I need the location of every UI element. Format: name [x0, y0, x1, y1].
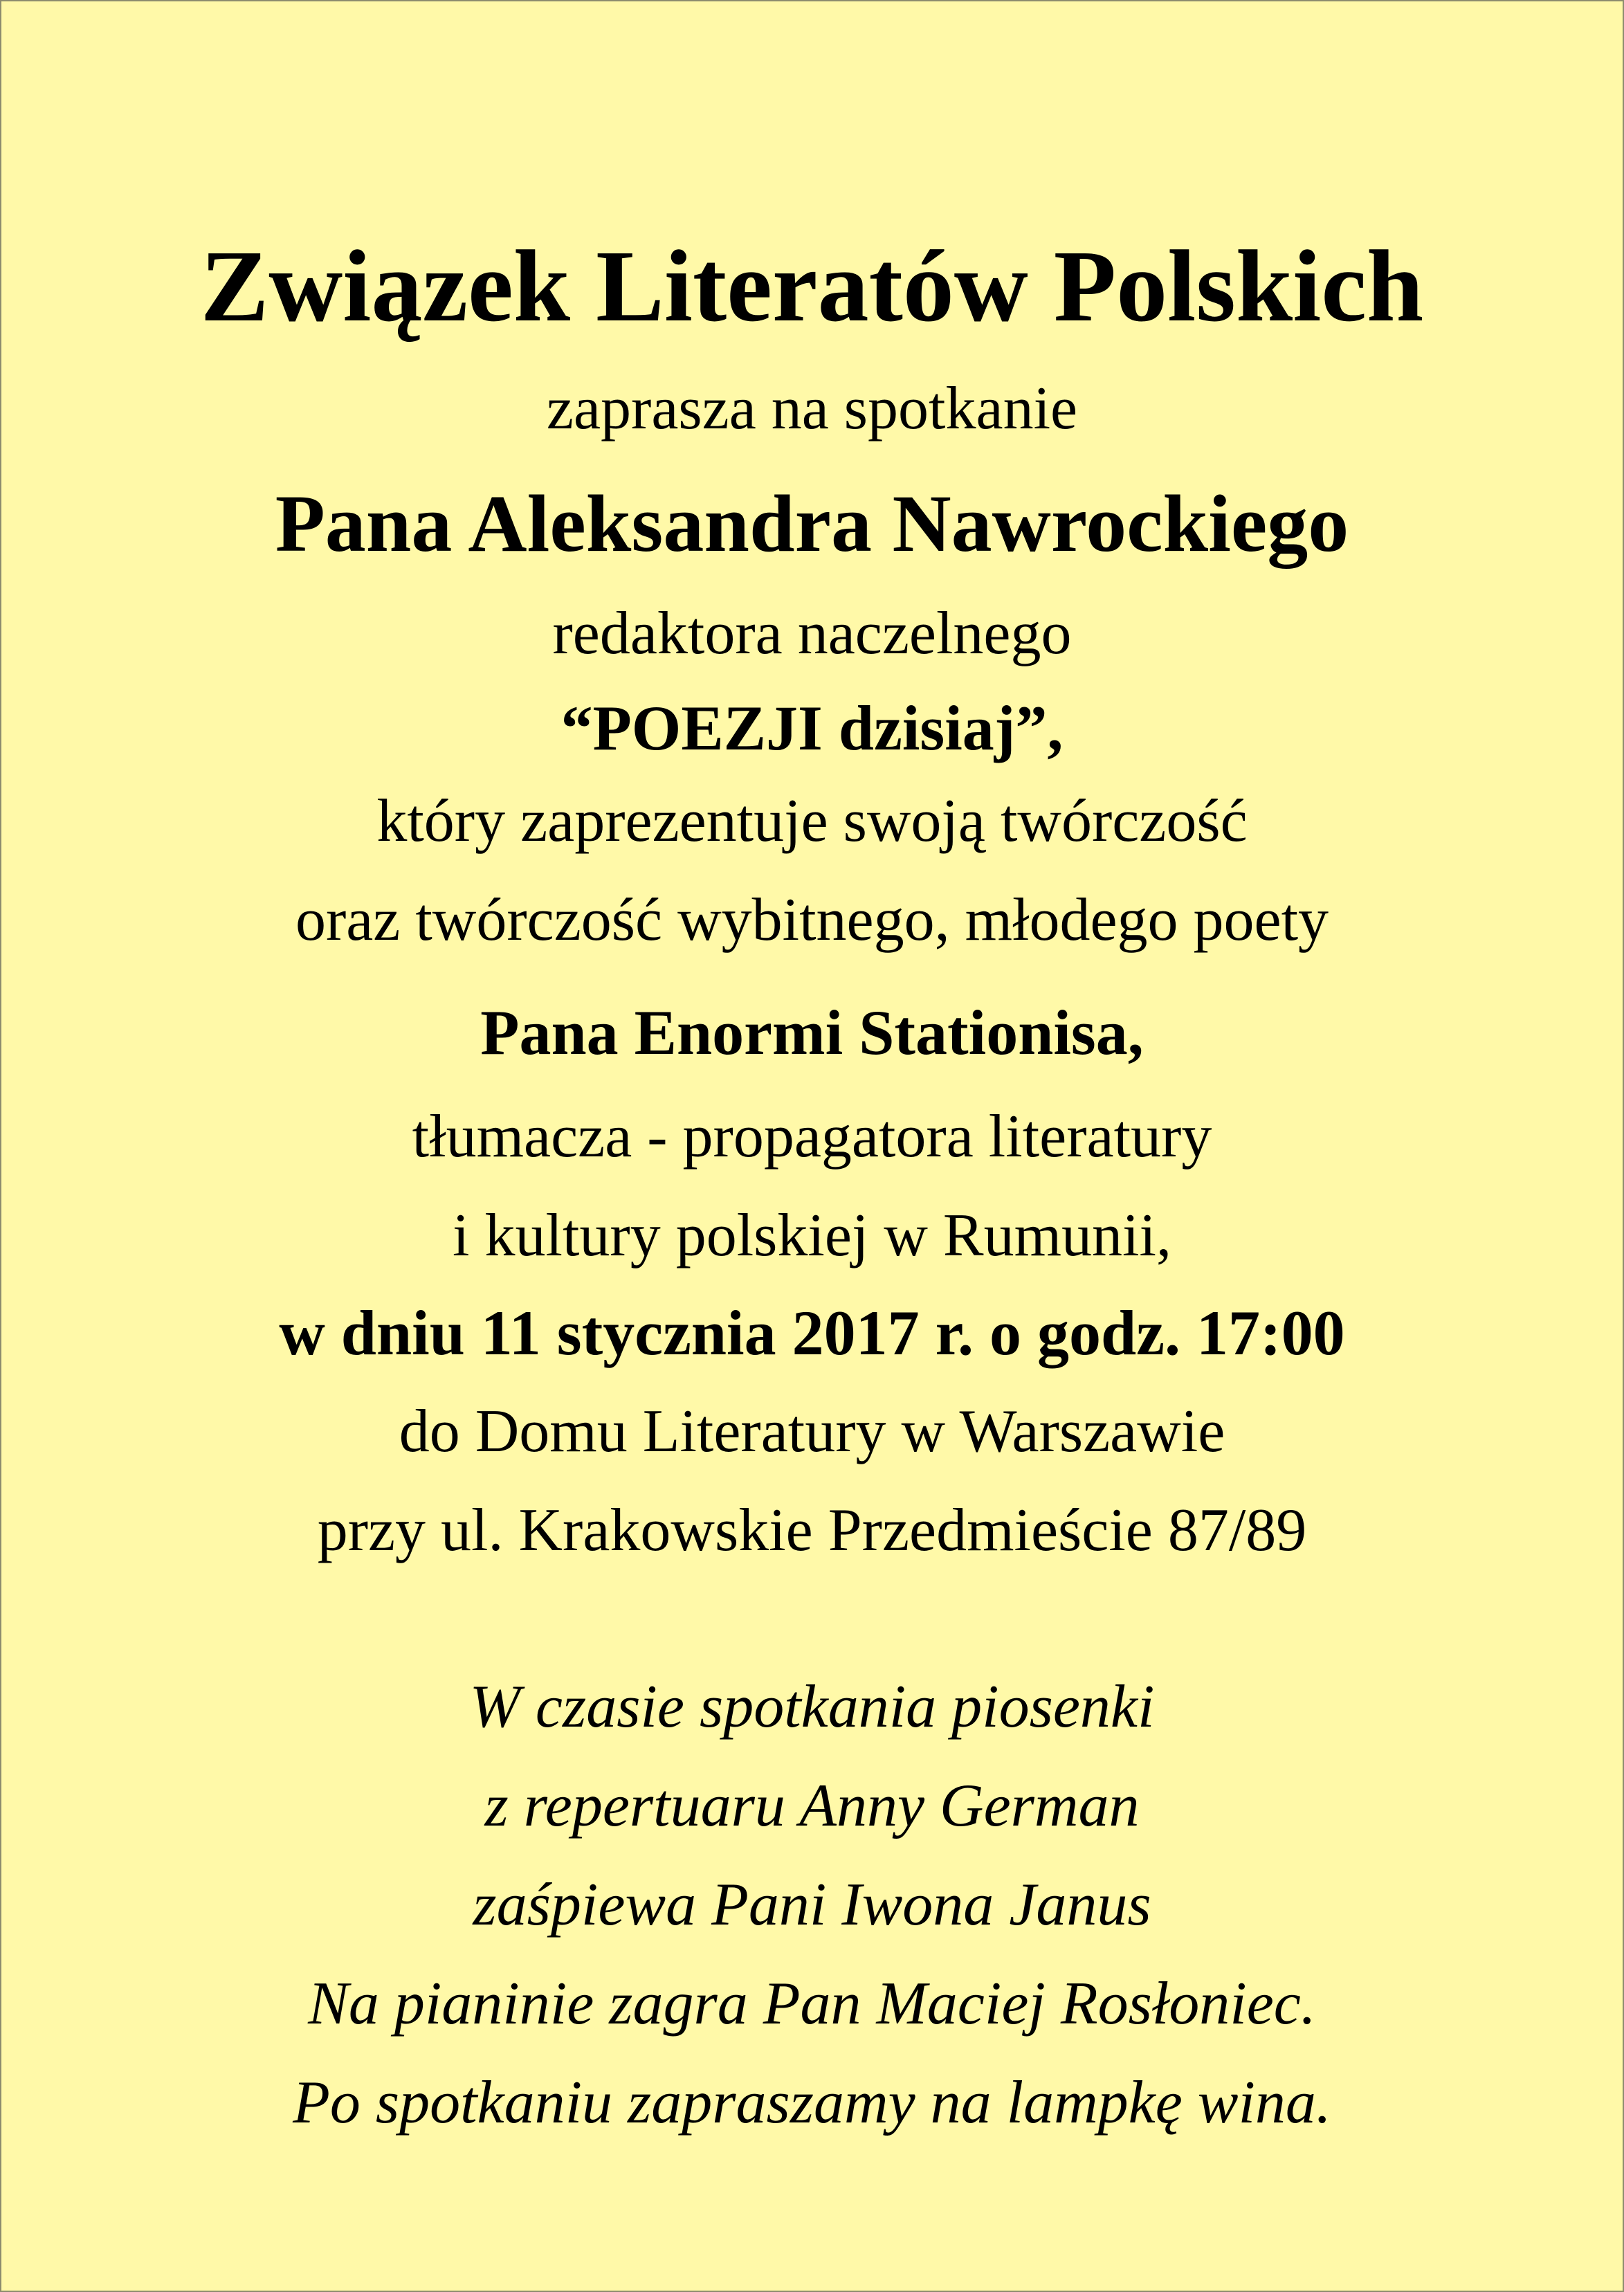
- second-guest-role-line-1: tłumacza - propagatora literatury: [412, 1103, 1212, 1170]
- second-guest-role-line-2: i kultury polskiej w Rumunii,: [453, 1202, 1171, 1269]
- program-line-2: z repertuaru Anny German: [484, 1772, 1140, 1839]
- program-line-5: Po spotkaniu zapraszamy na lampkę wina.: [293, 2069, 1331, 2136]
- description-line-2: oraz twórczość wybitnego, młodego poety: [295, 886, 1329, 954]
- invitation-text: zaprasza na spotkanie: [546, 375, 1078, 442]
- program-line-1: W czasie spotkania piosenki: [469, 1673, 1155, 1740]
- magazine-name: “POEZJI dzisiaj”,: [560, 693, 1064, 763]
- venue-line-2: przy ul. Krakowskie Przedmieście 87/89: [317, 1497, 1307, 1564]
- second-guest-name: Pana Enormi Stationisa,: [480, 997, 1144, 1068]
- program-line-4: Na pianinie zagra Pan Maciej Rosłoniec.: [308, 1970, 1316, 2037]
- description-line-1: który zaprezentuje swoją twórczość: [376, 788, 1248, 855]
- venue-line-1: do Domu Literatury w Warszawie: [399, 1398, 1225, 1465]
- poster-title: Związek Literatów Polskich: [200, 230, 1424, 343]
- program-line-3: zaśpiewa Pani Iwona Janus: [473, 1871, 1151, 1938]
- guest-role: redaktora naczelnego: [552, 600, 1072, 667]
- guest-name: Pana Aleksandra Nawrockiego: [275, 478, 1349, 569]
- event-date-time: w dniu 11 stycznia 2017 r. o godz. 17:00: [279, 1298, 1345, 1368]
